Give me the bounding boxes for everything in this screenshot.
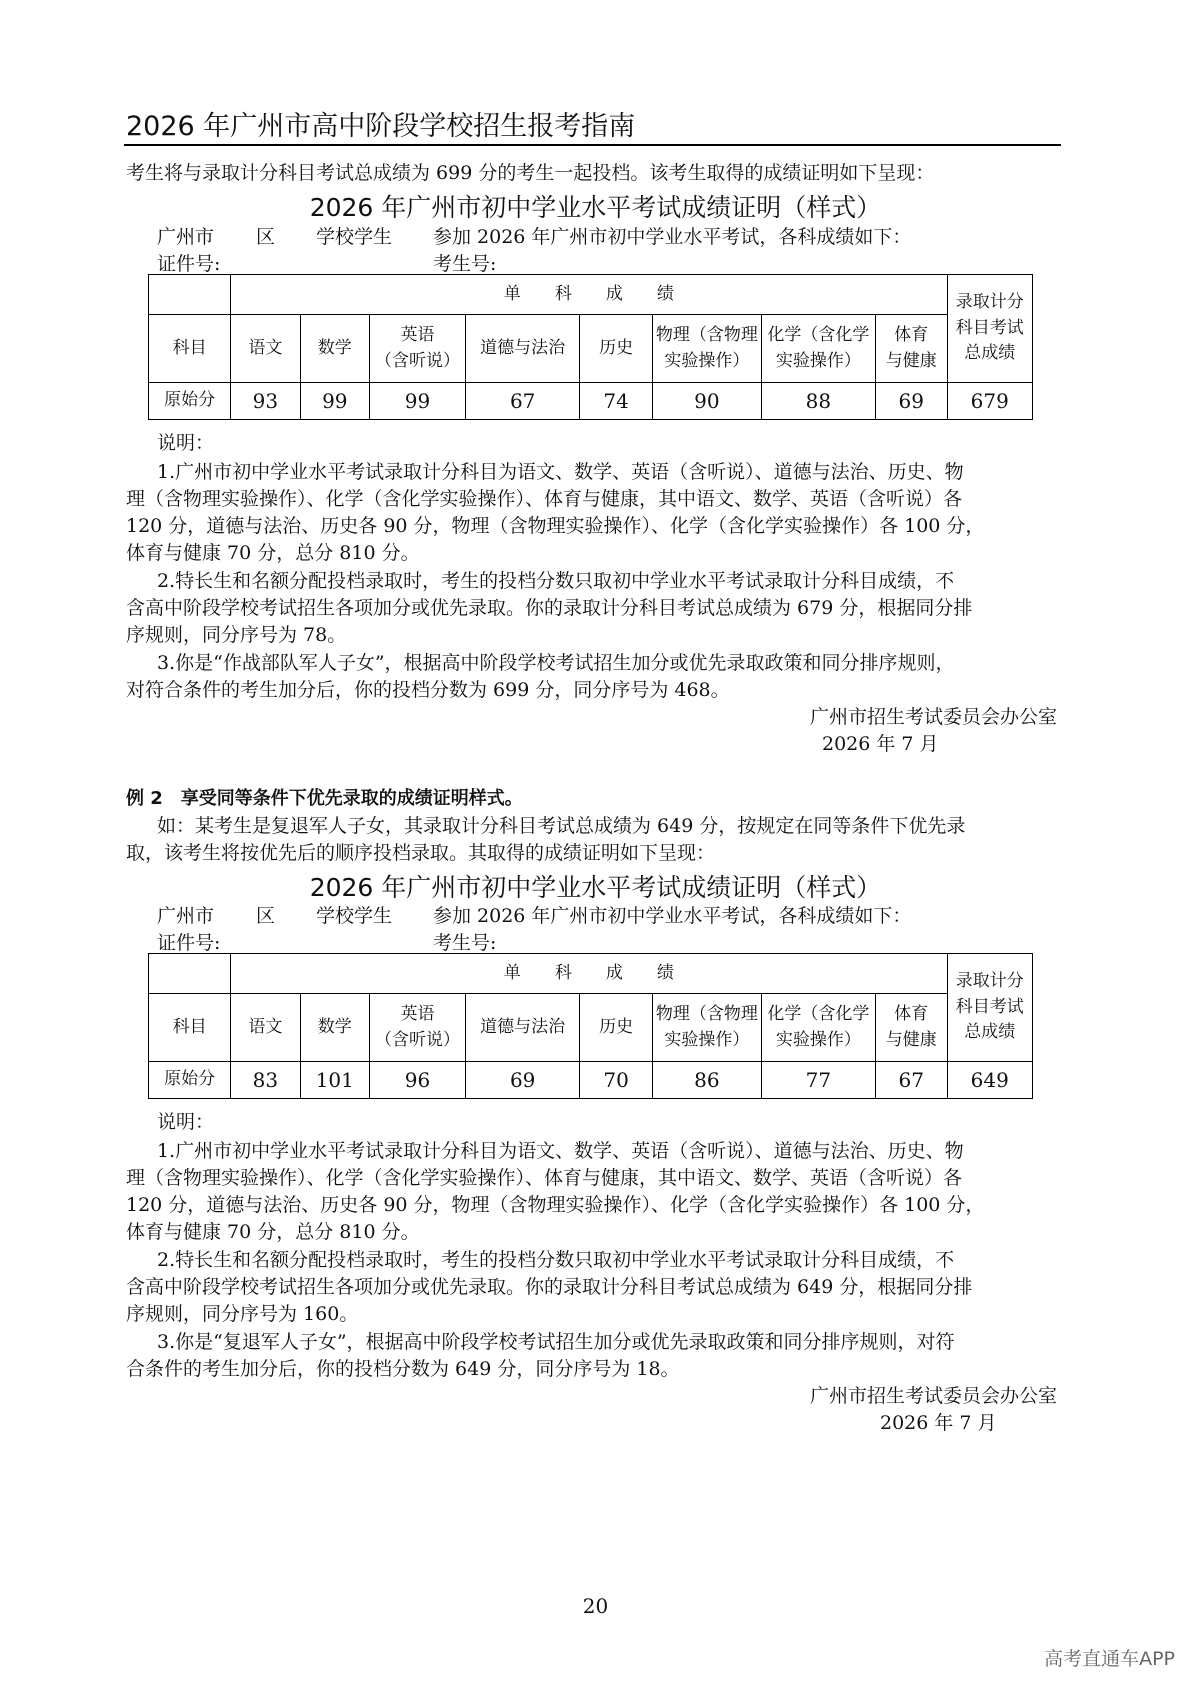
page-number: 20 [582, 1594, 609, 1618]
score-cell: 90 [652, 383, 761, 420]
cert2-note2-line: 序规则，同分序号为 160。 [126, 1303, 359, 1325]
table-corner-cell [149, 954, 231, 994]
subject-header: 体育 与健康 [876, 994, 948, 1062]
total-score-cell: 649 [947, 1062, 1032, 1099]
cert-title-2: 2026 年广州市初中学业水平考试成绩证明（样式） [309, 873, 882, 902]
subject-header: 英语 （含听说） [369, 994, 465, 1062]
single-scores-header: 单 科 成 绩 [231, 954, 947, 994]
subject-header: 历史 [580, 994, 653, 1062]
cert1-note2-line: 序规则，同分序号为 78。 [126, 624, 347, 646]
cert2-note3-line: 3.你是“复退军人子女”，根据高中阶段学校考试招生加分或优先录取政策和同分排序规则，对符 [157, 1331, 955, 1353]
cert2-note2-line: 含高中阶段学校考试招生各项加分或优先录取。你的录取计分科目考试总成绩为 649 分，根据同分排 [126, 1276, 973, 1298]
total-score-header: 录取计分 科目考试 总成绩 [947, 275, 1032, 383]
cert1-note1-line: 120 分，道德与法治、历史各 90 分，物理（含物理实验操作）、化学（含化学实验操作）各 100 分， [126, 515, 985, 537]
cert1-note1-line: 理（含物理实验操作）、化学（含化学实验操作）、体育与健康，其中语文、数学、英语（含听说）各 [126, 488, 963, 510]
cert1-school: 学校学生 [316, 226, 393, 248]
score-cell: 69 [876, 383, 948, 420]
cert1-note1-line: 体育与健康 70 分，总分 810 分。 [126, 542, 420, 564]
score-cell: 99 [300, 383, 369, 420]
score-table-1 [148, 274, 1033, 420]
cert1-city: 广州市 [157, 226, 215, 248]
cert2-notes-label: 说明： [157, 1111, 215, 1133]
cert2-exam-no-label: 考生号: [433, 932, 497, 954]
cert2-city: 广州市 [157, 905, 215, 927]
cert-title-1: 2026 年广州市初中学业水平考试成绩证明（样式） [309, 193, 882, 222]
cert1-signer: 广州市招生考试委员会办公室 [809, 706, 1057, 728]
score-cell: 70 [580, 1062, 653, 1099]
score-cell: 101 [300, 1062, 369, 1099]
subject-header: 物理（含物理 实验操作） [652, 994, 761, 1062]
example2-intro-line: 取，该考生将按优先后的顺序投档录取。其取得的成绩证明如下呈现： [126, 842, 716, 864]
subject-header: 物理（含物理 实验操作） [652, 315, 761, 383]
score-cell: 67 [876, 1062, 948, 1099]
cert2-id-label: 证件号: [157, 932, 221, 954]
total-score-cell: 679 [947, 383, 1032, 420]
page-header-title: 2026 年广州市高中阶段学校招生报考指南 [126, 111, 636, 142]
cert1-id-label: 证件号: [157, 253, 221, 275]
cert1-date: 2026 年 7 月 [822, 733, 939, 755]
subject-header: 语文 [231, 994, 300, 1062]
table-corner-cell [149, 275, 231, 315]
subject-header: 数学 [300, 315, 369, 383]
subject-header: 道德与法治 [466, 994, 580, 1062]
score-cell: 67 [466, 383, 580, 420]
cert1-exam-no-label: 考生号: [433, 253, 497, 275]
subject-header: 语文 [231, 315, 300, 383]
intro-line: 考生将与录取计分科目考试总成绩为 699 分的考生一起投档。该考生取得的成绩证明如下呈现： [126, 162, 935, 184]
cert2-note2-line: 2.特长生和名额分配投档录取时，考生的投档分数只取初中学业水平考试录取计分科目成绩，不 [157, 1249, 955, 1271]
subject-label: 科目 [149, 315, 231, 383]
score-cell: 77 [761, 1062, 875, 1099]
cert2-note1-line: 120 分，道德与法治、历史各 90 分，物理（含物理实验操作）、化学（含化学实验操作）各 100 分， [126, 1194, 985, 1216]
score-table-2 [148, 953, 1033, 1099]
row-label: 原始分 [149, 383, 231, 420]
subject-header: 化学（含化学 实验操作） [761, 994, 875, 1062]
cert2-note1-line: 理（含物理实验操作）、化学（含化学实验操作）、体育与健康，其中语文、数学、英语（含听说）各 [126, 1167, 963, 1189]
subject-header: 道德与法治 [466, 315, 580, 383]
single-scores-header: 单 科 成 绩 [231, 275, 947, 315]
cert1-note1-line: 1.广州市初中学业水平考试录取计分科目为语文、数学、英语（含听说）、道德与法治、历史、物 [157, 461, 964, 483]
cert1-notes-label: 说明： [157, 432, 215, 454]
score-cell: 99 [369, 383, 465, 420]
score-cell: 93 [231, 383, 300, 420]
subject-header: 历史 [580, 315, 653, 383]
cert2-note1-line: 1.广州市初中学业水平考试录取计分科目为语文、数学、英语（含听说）、道德与法治、历史、物 [157, 1140, 964, 1162]
cert1-note3-line: 对符合条件的考生加分后，你的投档分数为 699 分，同分序号为 468。 [126, 679, 730, 701]
cert2-participate: 参加 2026 年广州市初中学业水平考试，各科成绩如下： [433, 905, 912, 927]
cert1-note3-line: 3.你是“作战部队军人子女”，根据高中阶段学校考试招生加分或优先录取政策和同分排序规则， [157, 652, 955, 674]
score-cell: 88 [761, 383, 875, 420]
cert1-district: 区 [256, 226, 276, 248]
total-score-header: 录取计分 科目考试 总成绩 [947, 954, 1032, 1062]
subject-header: 体育 与健康 [876, 315, 948, 383]
cert2-note1-line: 体育与健康 70 分，总分 810 分。 [126, 1221, 420, 1243]
cert1-note2-line: 含高中阶段学校考试招生各项加分或优先录取。你的录取计分科目考试总成绩为 679 分，根据同分排 [126, 597, 973, 619]
cert2-date: 2026 年 7 月 [880, 1412, 997, 1434]
example2-intro-line: 如：某考生是复退军人子女，其录取计分科目考试总成绩为 649 分，按规定在同等条件下优先录 [157, 815, 966, 837]
score-cell: 69 [466, 1062, 580, 1099]
score-cell: 83 [231, 1062, 300, 1099]
score-cell: 74 [580, 383, 653, 420]
score-cell: 96 [369, 1062, 465, 1099]
subject-header: 英语 （含听说） [369, 315, 465, 383]
subject-header: 数学 [300, 994, 369, 1062]
cert2-note3-line: 合条件的考生加分后，你的投档分数为 649 分，同分序号为 18。 [126, 1358, 680, 1380]
cert2-school: 学校学生 [316, 905, 393, 927]
subject-label: 科目 [149, 994, 231, 1062]
header-rule [124, 144, 1061, 146]
cert2-district: 区 [256, 905, 276, 927]
subject-header: 化学（含化学 实验操作） [761, 315, 875, 383]
cert1-note2-line: 2.特长生和名额分配投档录取时，考生的投档分数只取初中学业水平考试录取计分科目成绩，不 [157, 570, 955, 592]
watermark: 高考直通车APP [1044, 1648, 1175, 1670]
row-label: 原始分 [149, 1062, 231, 1099]
score-cell: 86 [652, 1062, 761, 1099]
cert2-signer: 广州市招生考试委员会办公室 [809, 1385, 1057, 1407]
cert1-participate: 参加 2026 年广州市初中学业水平考试，各科成绩如下： [433, 226, 912, 248]
example2-heading: 例 2 享受同等条件下优先录取的成绩证明样式。 [126, 788, 523, 809]
